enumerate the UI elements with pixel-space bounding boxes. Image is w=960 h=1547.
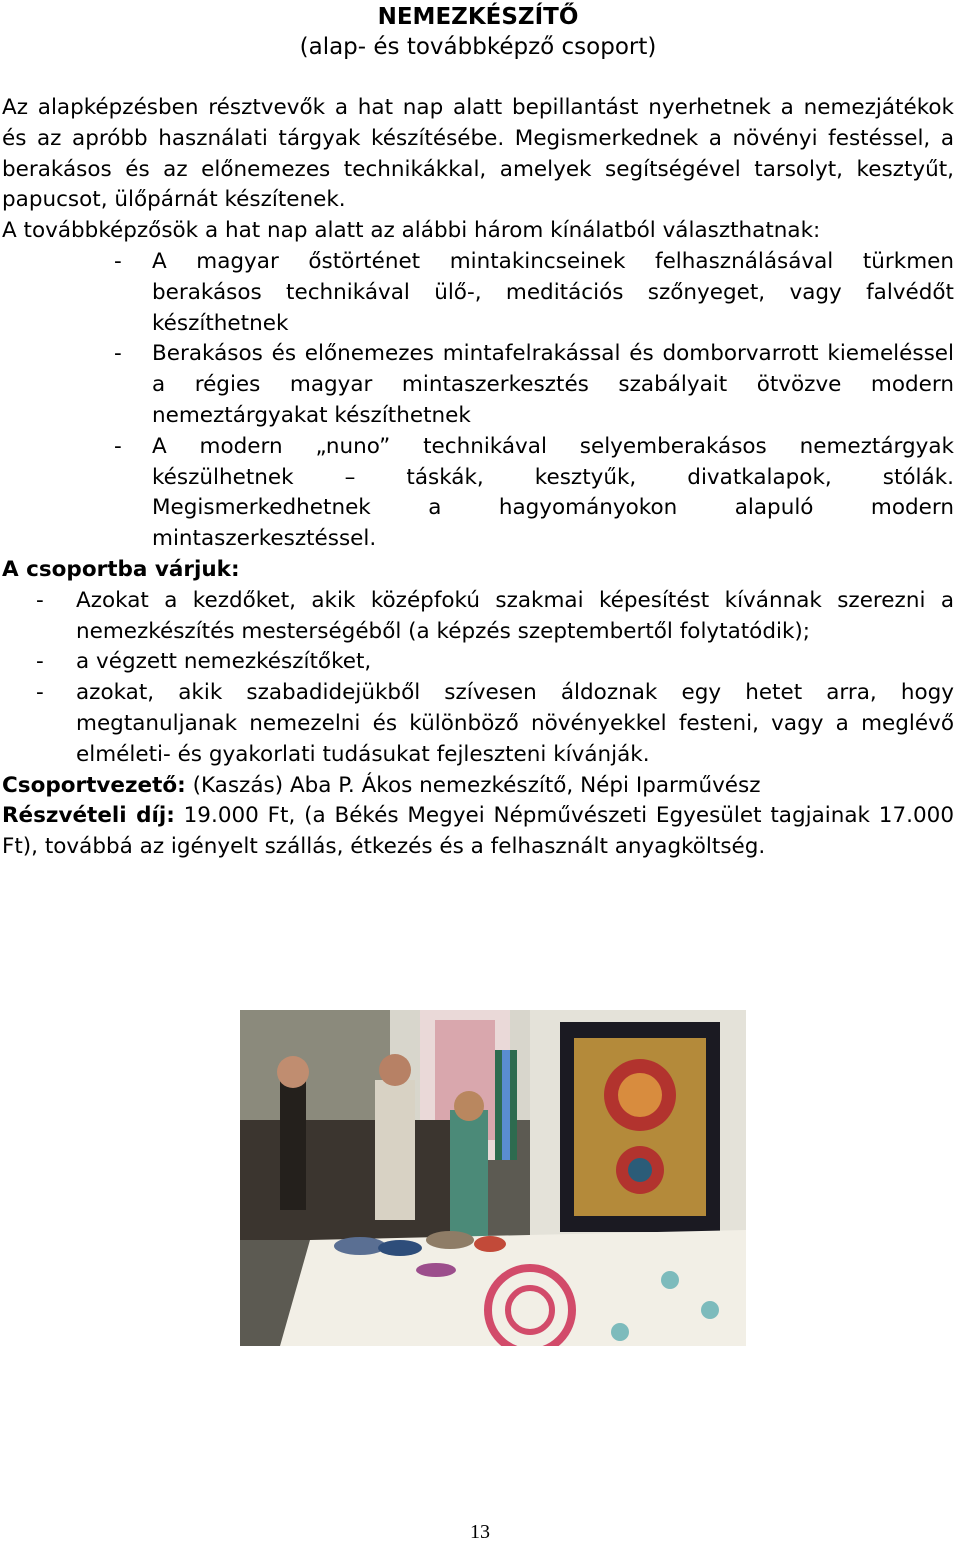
felt-exhibition-photo <box>240 1010 746 1346</box>
list-item <box>2 647 954 678</box>
target-heading: A csoportba várjuk: <box>2 556 240 582</box>
list-dash: - <box>36 587 44 613</box>
advanced-paragraph: A továbbképzősök a hat nap alatt az alábbi három kínálatból választhatnak: <box>2 218 821 244</box>
target-text: Azokat a kezdőket, akik középfokú szakmai képesítést kívánnak szerezni a nemezkészítés mesterségéből (a képzés szeptembertől folytatódik); <box>76 587 954 644</box>
list-dash: - <box>114 433 122 459</box>
target-list <box>2 586 954 771</box>
list-item <box>2 247 954 339</box>
list-dash: - <box>36 649 44 675</box>
document-body <box>2 93 954 863</box>
list-item <box>2 339 954 431</box>
fee-value: 19.000 Ft, (a Békés Megyei Népművészeti Egyesület tagjainak 17.000 Ft), továbbá az igényelt szállás, étkezés és a felhasznált anyagköltség. <box>2 803 954 860</box>
list-dash: - <box>114 341 122 367</box>
list-item <box>2 432 954 555</box>
document-subtitle: (alap- és továbbképző csoport) <box>299 34 657 60</box>
advanced-options-list <box>2 247 954 555</box>
leader-label: Csoportvezető: <box>2 772 186 798</box>
intro-paragraph: Az alapképzésben résztvevők a hat nap alatt bepillantást nyerhetnek a nemezjátékok és az apróbb használati tárgyak készítésébe. Megismerkednek a növényi festéssel, a berakásos és az előnemezes technikákkal, amelyek segítségével tarsolyt, kesztyűt, papucsot, ülőpárnát készítenek. <box>2 95 954 213</box>
page-number: 13 <box>470 1521 490 1543</box>
fee-label: Részvételi díj: <box>2 803 175 829</box>
document-title: NEMEZKÉSZÍTŐ <box>377 4 579 30</box>
list-item <box>2 678 954 770</box>
target-text: azokat, akik szabadidejükből szívesen áldoznak egy hetet arra, hogy megtanuljanak nemezelni és különböző növényekkel festeni, vagy a meglévő elméleti- és gyakorlati tudásukat fejleszteni kívánják. <box>76 680 954 767</box>
list-dash: - <box>36 680 44 706</box>
leader-value: (Kaszás) Aba P. Ákos nemezkészítő, Népi Iparművész <box>185 772 761 798</box>
option-text: A magyar őstörténet mintakincseinek felhasználásával türkmen berakásos technikával ülő-, meditációs szőnyeget, vagy falvédőt készíthetnek <box>152 248 954 336</box>
list-item <box>2 586 954 648</box>
target-text: a végzett nemezkészítőket, <box>76 649 372 675</box>
option-text: Berakásos és előnemezes mintafelrakással és domborvarrott kiemeléssel a régies magyar mintaszerkesztés szabályait ötvözve modern nemeztárgyakat készíthetnek <box>152 341 954 428</box>
fee-line <box>2 801 954 863</box>
option-text: A modern „nuno” technikával selyemberakásos nemeztárgyak készülhetnek – táskák, kesztyűk, divatkalapok, stólák. Megismerkedhetnek a hagyományokon alapuló modern mintaszerkesztéssel. <box>152 433 954 552</box>
leader-line <box>2 771 954 802</box>
photo-illustration <box>240 1010 746 1346</box>
list-dash: - <box>114 248 122 274</box>
